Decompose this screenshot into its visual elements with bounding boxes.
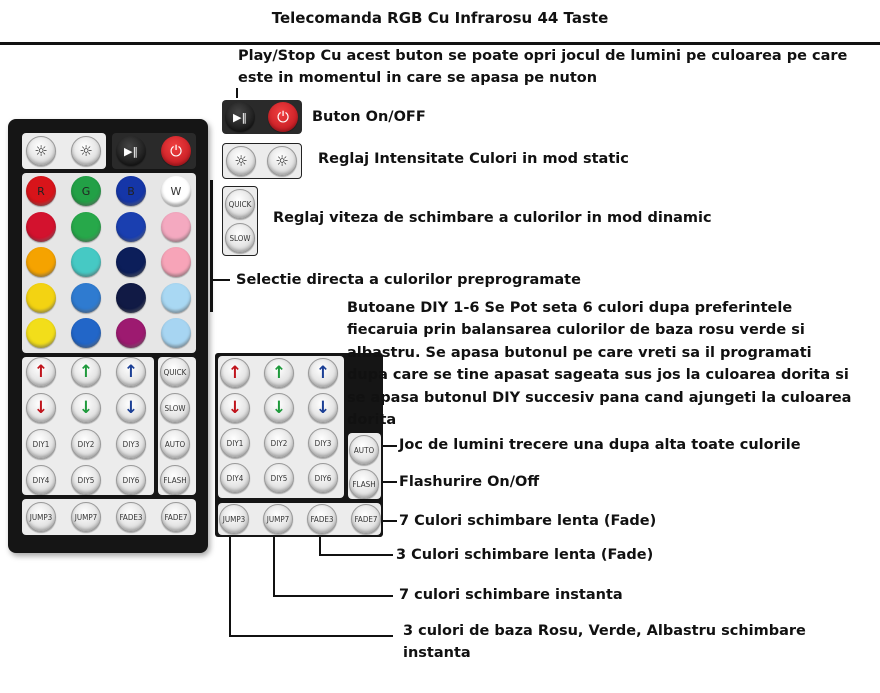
diy-label: DIY4	[32, 475, 50, 485]
arrow-down-icon: ↓	[271, 397, 287, 418]
jump7-leader-v	[273, 537, 275, 596]
flash-button[interactable]	[160, 465, 190, 495]
color-button[interactable]	[161, 247, 191, 277]
color-leader	[212, 279, 230, 281]
fade3-leader-v	[319, 537, 321, 555]
intensity-label: Reglaj Intensitate Culori in mod static	[318, 151, 629, 167]
arrow-up-button[interactable]	[26, 357, 56, 387]
diy-label: DIY1	[226, 438, 244, 448]
color-letter: B	[127, 184, 135, 198]
color-button[interactable]	[26, 247, 56, 277]
arrow-up-icon: ↑	[123, 361, 139, 382]
diy-label: DIY3	[314, 438, 332, 448]
diy-label: DIY2	[270, 438, 288, 448]
play-pause-detail-button[interactable]	[225, 102, 255, 132]
color-button[interactable]	[116, 176, 146, 206]
color-button[interactable]	[116, 247, 146, 277]
slow-detail-button[interactable]	[225, 223, 255, 253]
power-icon: ⏻	[170, 142, 182, 160]
arrow-up-button[interactable]	[71, 357, 101, 387]
arrow-up-button[interactable]	[220, 358, 250, 388]
arrow-down-icon: ↓	[78, 397, 94, 418]
mode-detail-button[interactable]	[219, 504, 249, 534]
diy-label: DIY6	[122, 475, 140, 485]
mode-detail-button[interactable]	[351, 504, 381, 534]
mode-button[interactable]	[116, 502, 146, 532]
sun-icon: ☼	[275, 152, 289, 170]
power-icon: ⏻	[277, 108, 289, 126]
color-button[interactable]	[116, 318, 146, 348]
arrow-down-button[interactable]	[264, 393, 294, 423]
power-button[interactable]	[161, 136, 191, 166]
mode-label: JUMP7	[74, 512, 98, 522]
arrow-down-button[interactable]	[116, 393, 146, 423]
play-pause-icon: ▶‖	[124, 144, 138, 158]
diy-button[interactable]	[220, 428, 250, 458]
arrow-up-icon: ↑	[33, 361, 49, 382]
color-button[interactable]	[116, 283, 146, 313]
diy-button[interactable]	[26, 465, 56, 495]
color-button[interactable]	[26, 318, 56, 348]
power-detail-button[interactable]	[268, 102, 298, 132]
slow-button[interactable]	[160, 393, 190, 423]
slow-label: SLOW	[229, 233, 251, 243]
power-detail	[222, 100, 302, 134]
diy-label: DIY5	[270, 473, 288, 483]
brightness-up-detail-button[interactable]	[267, 146, 297, 176]
quick-label: QUICK	[228, 199, 252, 209]
color-button[interactable]	[161, 283, 191, 313]
arrow-up-button[interactable]	[116, 357, 146, 387]
color-button[interactable]	[161, 176, 191, 206]
color-grid-panel	[22, 173, 196, 353]
color-button[interactable]	[161, 318, 191, 348]
mode-label: JUMP7	[266, 514, 290, 524]
speed-label: Reglaj viteza de schimbare a culorilor in mod dinamic	[273, 210, 712, 226]
auto-label: AUTO	[353, 445, 375, 455]
play-pause-button[interactable]	[116, 136, 146, 166]
power-panel	[112, 133, 196, 169]
auto-leader	[383, 445, 397, 447]
diagram-title: Telecomanda RGB Cu Infrarosu 44 Taste	[271, 9, 609, 27]
on-off-label: Buton On/OFF	[312, 109, 426, 125]
diy-button[interactable]	[71, 429, 101, 459]
diy-button[interactable]	[71, 465, 101, 495]
diy-label: DIY1	[32, 439, 50, 449]
brightness-panel	[22, 133, 106, 169]
diy-button[interactable]	[116, 465, 146, 495]
arrow-down-button[interactable]	[71, 393, 101, 423]
slow-label: SLOW	[164, 403, 186, 413]
diy-button[interactable]	[308, 463, 338, 493]
flash-detail-button[interactable]	[349, 469, 379, 499]
color-letter: R	[37, 184, 45, 198]
jump3-label: 3 culori de baza Rosu, Verde, Albastru schimbare instanta	[403, 623, 806, 662]
brightness-down-detail-button[interactable]	[226, 146, 256, 176]
color-letter: W	[170, 184, 182, 198]
diy-button[interactable]	[26, 429, 56, 459]
color-button[interactable]	[71, 247, 101, 277]
mode-button[interactable]	[71, 502, 101, 532]
mode-label: JUMP3	[222, 514, 246, 524]
flash-label: FLASH	[163, 475, 187, 485]
quick-detail-button[interactable]	[225, 189, 255, 219]
mode-label: FADE3	[119, 512, 143, 522]
fade7-leader	[383, 520, 397, 522]
arrow-up-button[interactable]	[264, 358, 294, 388]
brightness-up-button[interactable]	[71, 136, 101, 166]
color-button[interactable]	[161, 212, 191, 242]
color-button[interactable]	[26, 176, 56, 206]
mode-button[interactable]	[26, 502, 56, 532]
mode-label: FADE7	[354, 514, 378, 524]
diy-label: DIY6	[314, 473, 332, 483]
sun-icon: ☼	[34, 142, 48, 160]
play-stop-label: Play/Stop Cu acest buton se poate opri jocul de lumini pe culoarea pe care este in momentul in care se apasa pe nuton	[238, 48, 848, 87]
mode-button[interactable]	[161, 502, 191, 532]
auto-detail-button[interactable]	[349, 435, 379, 465]
quick-label: QUICK	[163, 367, 187, 377]
arrow-down-button[interactable]	[308, 393, 338, 423]
arrow-up-icon: ↑	[227, 362, 243, 383]
direct-select-label: Selectie directa a culorilor preprogramate	[236, 272, 581, 288]
arrow-down-button[interactable]	[26, 393, 56, 423]
fade7-label: 7 Culori schimbare lenta (Fade)	[399, 513, 657, 529]
mode-label: FADE3	[310, 514, 334, 524]
flash-label: FLASH	[352, 479, 376, 489]
arrow-up-icon: ↑	[78, 361, 94, 382]
color-button[interactable]	[71, 176, 101, 206]
mode-label: JUMP3	[29, 512, 53, 522]
jump3-leader-v	[229, 537, 231, 636]
mode-detail-button[interactable]	[263, 504, 293, 534]
brightness-detail	[222, 143, 302, 179]
diy-button[interactable]	[116, 429, 146, 459]
arrow-up-icon: ↑	[271, 362, 287, 383]
jump7-leader-h	[273, 595, 393, 597]
flash-label: Flashurire On/Off	[399, 474, 540, 490]
diy-button[interactable]	[220, 463, 250, 493]
auto-button[interactable]	[160, 429, 190, 459]
color-button[interactable]	[71, 318, 101, 348]
color-button[interactable]	[116, 212, 146, 242]
sun-icon: ☼	[234, 152, 248, 170]
quick-button[interactable]	[160, 357, 190, 387]
color-button[interactable]	[71, 283, 101, 313]
arrow-down-icon: ↓	[227, 397, 243, 418]
brightness-down-button[interactable]	[26, 136, 56, 166]
diy-label: DIY4	[226, 473, 244, 483]
diy-button[interactable]	[264, 428, 294, 458]
color-letter: G	[81, 184, 91, 198]
arrow-down-button[interactable]	[220, 393, 250, 423]
arrow-down-icon: ↓	[33, 397, 49, 418]
diy-button[interactable]	[308, 428, 338, 458]
diy-label: DIY3	[122, 439, 140, 449]
color-button[interactable]	[26, 212, 56, 242]
diy-button[interactable]	[264, 463, 294, 493]
remote-control	[8, 119, 208, 553]
sun-icon: ☼	[79, 142, 93, 160]
mode-detail-button[interactable]	[307, 504, 337, 534]
color-button[interactable]	[71, 212, 101, 242]
jump3-leader-h	[229, 635, 393, 637]
flash-leader	[383, 481, 397, 483]
arrow-up-button[interactable]	[308, 358, 338, 388]
auto-label: Joc de lumini trecere una dupa alta toate culorile	[399, 437, 801, 453]
mode-label: FADE7	[164, 512, 188, 522]
fade3-leader-h	[319, 554, 393, 556]
play-pause-icon: ▶‖	[233, 110, 247, 124]
color-bracket	[210, 180, 213, 312]
arrow-down-icon: ↓	[123, 397, 139, 418]
diy-label: Butoane DIY 1-6 Se Pot seta 6 culori dupa preferintele fiecaruia prin balansarea culorilor de baza rosu verde si albastru. Se apasa butonul pe care vreti sa il programati dupa care se tine apasat sageata sus jos la culoarea dorita si se apasa butonul DIY succesiv pana cand ajungeti la culoarea dorita	[347, 300, 852, 429]
jump7-label: 7 culori schimbare instanta	[399, 587, 623, 603]
arrow-up-icon: ↑	[315, 362, 331, 383]
fade3-label: 3 Culori schimbare lenta (Fade)	[396, 547, 654, 563]
diy-label: DIY5	[77, 475, 95, 485]
auto-label: AUTO	[164, 439, 186, 449]
diy-label: DIY2	[77, 439, 95, 449]
speed-detail	[222, 186, 258, 256]
color-button[interactable]	[26, 283, 56, 313]
arrow-down-icon: ↓	[315, 397, 331, 418]
